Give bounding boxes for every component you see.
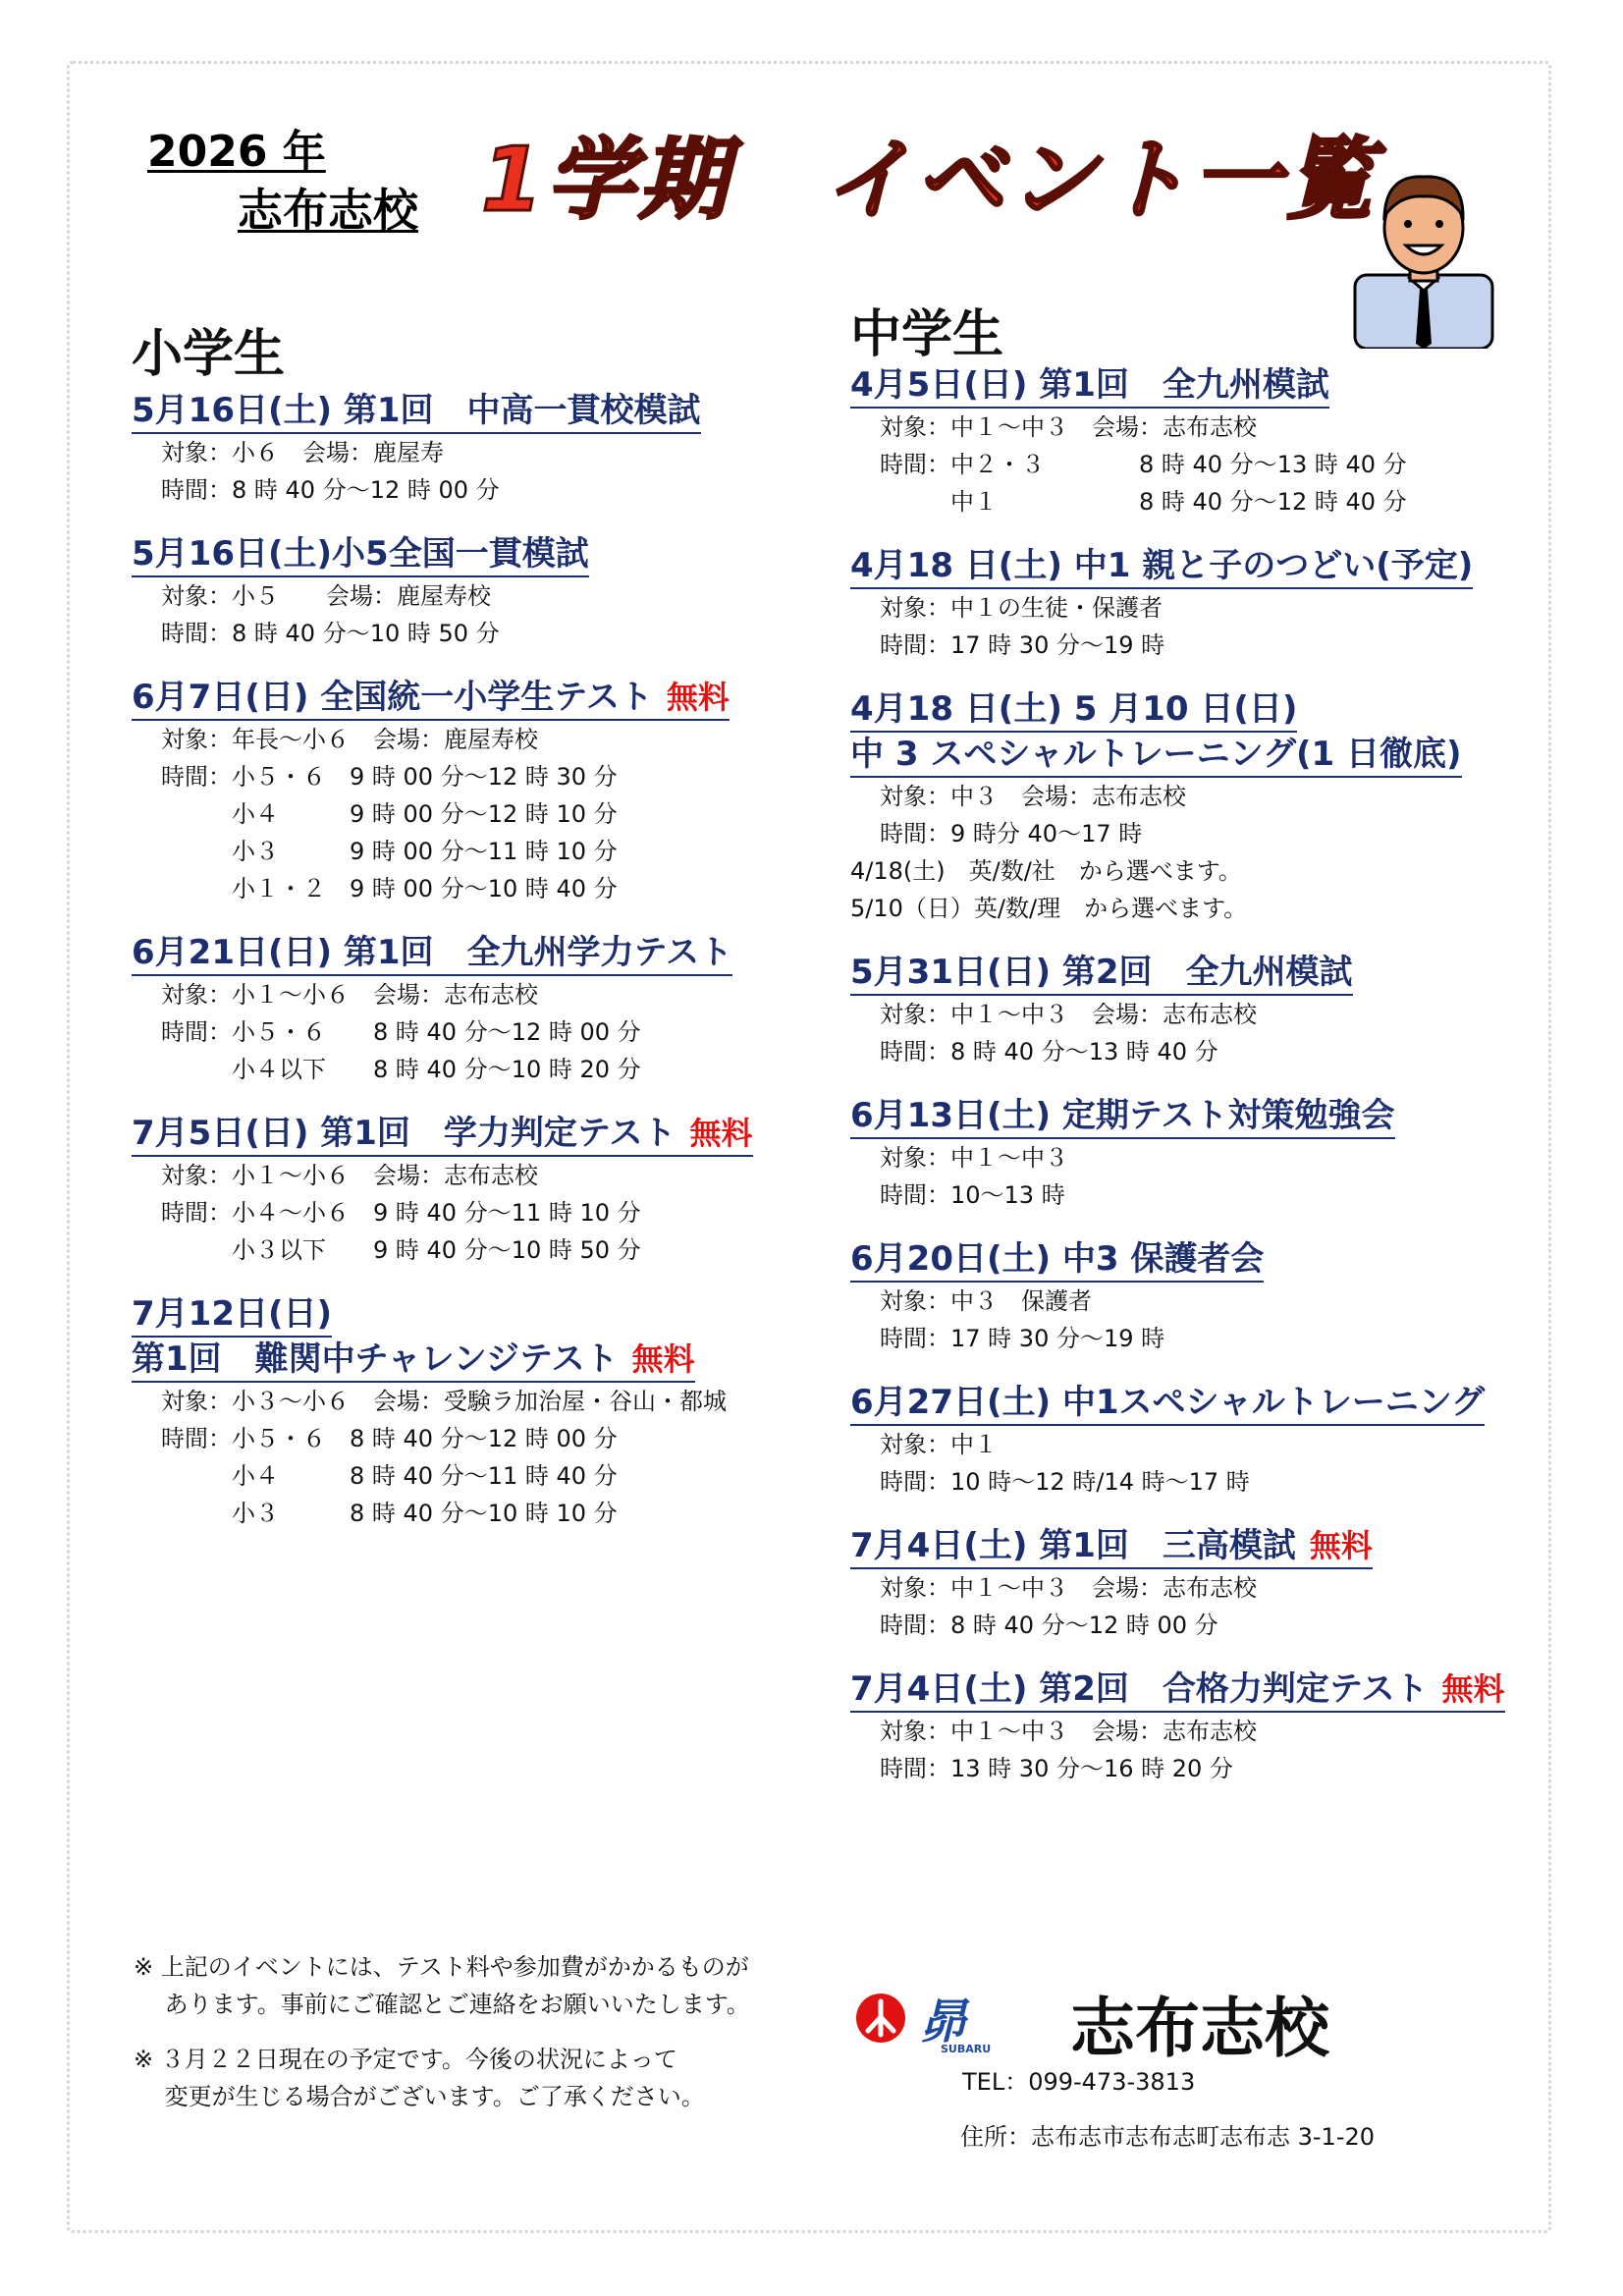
school-logo: 志布志校 — [1070, 1991, 1329, 2066]
event-detail-line: 時間：中２・３ 8 時 40 分～13 時 40 分 — [880, 451, 1407, 478]
event-heading-text: 5月16日(土)小5全国一貫模試 — [132, 534, 589, 574]
event-heading — [132, 933, 732, 976]
note-schedule: ※ ３月２２日現在の予定です。今後の状況によって 変更が生じる場合がございます。ご了承ください。 — [134, 2046, 705, 2110]
event-item — [850, 546, 1538, 664]
event-item — [850, 1669, 1538, 1787]
event-heading — [132, 534, 589, 577]
subaru-logo: 昴 — [919, 1995, 967, 2050]
free-badge: 無料 — [689, 1115, 753, 1152]
event-item — [132, 933, 819, 1088]
event-heading-text: 4月18 日(土) 中1 親と子のつどい(予定) — [850, 546, 1474, 585]
event-heading-line2 — [850, 735, 1462, 778]
event-detail-line: 時間：17 時 30 分～19 時 — [880, 1325, 1165, 1352]
event-detail-line: 時間：10～13 時 — [880, 1181, 1065, 1209]
event-item — [850, 1383, 1538, 1501]
event-detail-line: 時間：8 時 40 分～10 時 50 分 — [161, 620, 500, 647]
event-detail-line: 小３ 9 時 00 分～11 時 10 分 — [161, 838, 618, 865]
event-heading — [132, 1114, 753, 1157]
contact-address: 住所：志布志市志布志町志布志 3-1-20 — [960, 2123, 1376, 2151]
event-heading — [850, 689, 1297, 733]
event-detail-line: 対象：小３～小６ 会場：受験ラ加治屋・谷山・都城 — [161, 1388, 727, 1415]
event-item — [850, 1096, 1538, 1214]
event-detail-line: 対象：中３ 会場：志布志校 — [880, 783, 1186, 810]
event-heading-text: 6月27日(土) 中1スペシャルトレーニング — [850, 1383, 1486, 1422]
header-year: 2026 年 — [147, 127, 326, 177]
event-heading — [132, 1294, 332, 1338]
free-badge: 無料 — [666, 679, 730, 716]
junior-events — [850, 365, 1538, 1813]
event-heading-text: 4月18 日(土) 5 月10 日(日) — [850, 689, 1298, 729]
event-detail-line: 小４ 9 時 00 分～12 時 10 分 — [161, 800, 618, 828]
event-heading-text: 5月16日(土) 第1回 中高一貫校模試 — [132, 391, 701, 430]
free-badge: 無料 — [631, 1340, 695, 1378]
event-heading-text: 6月13日(土) 定期テスト対策勉強会 — [850, 1096, 1395, 1135]
event-subject-note: 5/10（日）英/数/理 から選べます。 — [850, 895, 1248, 922]
event-heading-text: 6月21日(日) 第1回 全九州学力テスト — [132, 933, 733, 972]
event-heading-text: 第1回 難関中チャレンジテスト — [132, 1339, 619, 1379]
event-detail-line: 時間：9 時分 40～17 時 — [880, 820, 1143, 847]
contact-tel: TEL：099-473-3813 — [962, 2068, 1196, 2096]
event-detail-line: 対象：中１～中３ 会場：志布志校 — [880, 413, 1257, 441]
elementary-events — [132, 391, 819, 1558]
event-heading — [850, 953, 1353, 996]
event-heading-text: 5月31日(日) 第2回 全九州模試 — [850, 953, 1353, 992]
event-heading — [850, 546, 1473, 589]
event-heading — [132, 678, 730, 721]
event-detail-line: 対象：中１の生徒・保護者 — [880, 594, 1163, 622]
page-title: 1学期 イベント一覧 — [481, 129, 1378, 232]
event-item — [132, 678, 819, 907]
event-detail-line: 時間：8 時 40 分～13 時 40 分 — [880, 1038, 1218, 1066]
event-item — [850, 1526, 1538, 1644]
event-detail-line: 時間：17 時 30 分～19 時 — [880, 631, 1165, 659]
event-heading — [132, 391, 701, 434]
event-item — [132, 391, 819, 509]
event-heading — [850, 1239, 1264, 1283]
event-detail-line: 小４ 8 時 40 分～11 時 40 分 — [161, 1462, 618, 1490]
event-item — [132, 1294, 819, 1532]
event-heading-text: 7月4日(土) 第1回 三高模試 — [850, 1526, 1296, 1565]
free-badge: 無料 — [1441, 1670, 1505, 1708]
event-item — [132, 534, 819, 652]
event-detail-line: 対象：小６ 会場：鹿屋寿 — [161, 439, 444, 466]
event-heading — [850, 1383, 1485, 1426]
event-subject-note: 4/18(土) 英/数/社 から選べます。 — [850, 857, 1242, 885]
event-detail-line: 時間：小５・６ 8 時 40 分～12 時 00 分 — [161, 1018, 641, 1046]
event-detail-line: 対象：中１～中３ 会場：志布志校 — [880, 1001, 1257, 1028]
event-heading-line2 — [132, 1339, 695, 1383]
junior-title: 中学生 — [850, 305, 1004, 364]
elementary-title: 小学生 — [132, 325, 286, 384]
event-detail-line: 時間：10 時～12 時/14 時～17 時 — [880, 1468, 1250, 1496]
event-detail-line: 小４以下 8 時 40 分～10 時 20 分 — [161, 1056, 641, 1083]
event-detail-line: 対象：中１～中３ — [880, 1144, 1068, 1172]
event-item — [850, 1239, 1538, 1357]
event-detail-line: 対象：年長～小６ 会場：鹿屋寿校 — [161, 726, 538, 753]
subaru-mark-icon — [854, 1992, 907, 2045]
event-detail-line: 対象：中１～中３ 会場：志布志校 — [880, 1574, 1257, 1602]
event-heading — [850, 1526, 1373, 1569]
event-item — [850, 689, 1538, 927]
event-heading — [850, 1096, 1395, 1139]
free-badge: 無料 — [1309, 1527, 1373, 1564]
event-item — [132, 1114, 819, 1269]
note-fees: ※ 上記のイベントには、テスト料や参加費がかかるものが あります。事前にご確認とご連絡をお願いいたします。 — [134, 1953, 750, 2018]
event-detail-line: 時間：小５・６ 9 時 00 分～12 時 30 分 — [161, 763, 618, 791]
event-detail-line: 小３以下 9 時 40 分～10 時 50 分 — [161, 1236, 641, 1264]
event-heading-text: 7月5日(日) 第1回 学力判定テスト — [132, 1114, 676, 1153]
event-heading-text: 6月7日(日) 全国統一小学生テスト — [132, 678, 653, 717]
event-detail-line: 対象：中３ 保護者 — [880, 1287, 1092, 1315]
event-heading-text: 中 3 スペシャルトレーニング(1 日徹底) — [850, 735, 1462, 774]
event-detail-line: 時間：13 時 30 分～16 時 20 分 — [880, 1755, 1233, 1782]
event-detail-line: 中１ 8 時 40 分～12 時 40 分 — [880, 488, 1407, 516]
event-detail-line: 対象：中１ — [880, 1431, 998, 1458]
event-detail-line: 対象：小５ 会場：鹿屋寿校 — [161, 582, 491, 610]
header-school: 志布志校 — [238, 184, 418, 237]
teacher-icon — [1347, 167, 1500, 349]
event-detail-line: 時間：小５・６ 8 時 40 分～12 時 00 分 — [161, 1425, 618, 1452]
event-heading — [850, 1669, 1505, 1713]
event-detail-line: 小１・２ 9 時 00 分～10 時 40 分 — [161, 875, 618, 902]
event-detail-line: 対象：中１～中３ 会場：志布志校 — [880, 1718, 1257, 1745]
event-detail-line: 時間：8 時 40 分～12 時 00 分 — [880, 1612, 1218, 1639]
event-detail-line: 時間：8 時 40 分～12 時 00 分 — [161, 476, 500, 504]
event-detail-line: 対象：小１～小６ 会場：志布志校 — [161, 1162, 538, 1189]
event-detail-line: 小３ 8 時 40 分～10 時 10 分 — [161, 1500, 618, 1527]
event-detail-line: 時間：小４～小６ 9 時 40 分～11 時 10 分 — [161, 1199, 641, 1227]
event-item — [850, 953, 1538, 1070]
event-heading-text: 6月20日(土) 中3 保護者会 — [850, 1239, 1265, 1279]
event-detail-line: 対象：小１～小６ 会場：志布志校 — [161, 981, 538, 1009]
event-item — [850, 365, 1538, 520]
event-heading — [850, 365, 1329, 409]
event-heading-text: 4月5日(日) 第1回 全九州模試 — [850, 365, 1329, 405]
event-heading-text: 7月12日(日) — [132, 1294, 333, 1334]
event-heading-text: 7月4日(土) 第2回 合格力判定テスト — [850, 1669, 1429, 1709]
subaru-logo-small: SUBARU — [941, 2043, 992, 2055]
